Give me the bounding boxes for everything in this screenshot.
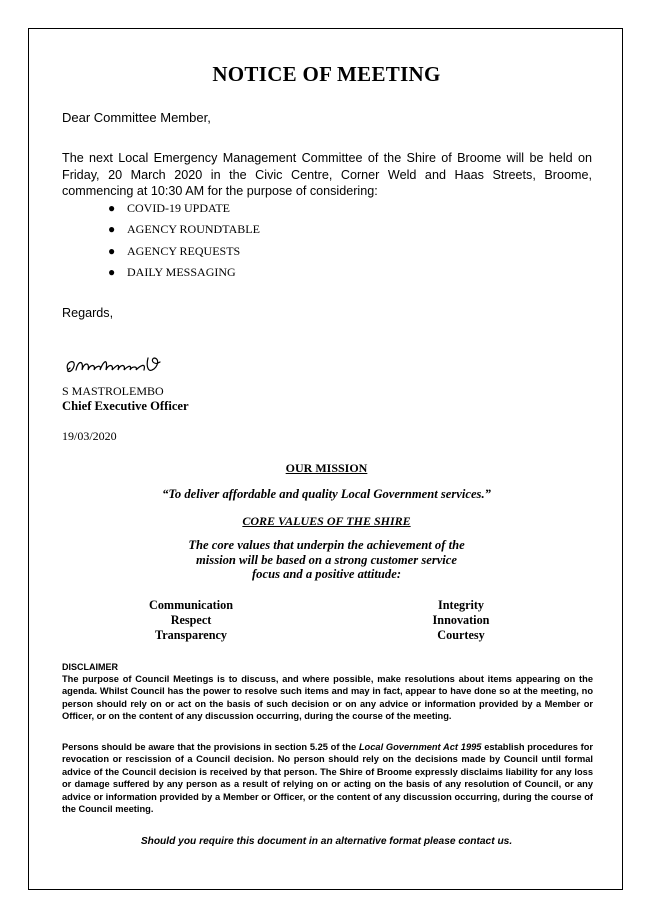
core-values-line: mission will be based on a strong customer service bbox=[196, 552, 457, 567]
agenda-item-label: DAILY MESSAGING bbox=[127, 264, 236, 279]
agenda-item-label: AGENCY ROUNDTABLE bbox=[127, 222, 260, 237]
core-values-heading: CORE VALUES OF THE SHIRE bbox=[242, 514, 411, 528]
value-item: Communication bbox=[149, 598, 233, 612]
disclaimer-paragraph-1: The purpose of Council Meetings is to discuss, and where possible, make resolutions about items appearing on the agenda. Whilst Council has the power to resolve such items and may in fact, appear to have done so at the meeting, no person should rely on or act on the basis of such decision or on any advice or information provided by a Member or Officer, or on the content of any discussion occurring, during the course of the meeting. bbox=[62, 674, 593, 722]
agenda-item-label: AGENCY REQUESTS bbox=[127, 243, 241, 258]
signatory-name: S MASTROLEMBO bbox=[62, 384, 164, 398]
disclaimer-heading: DISCLAIMER bbox=[62, 662, 118, 672]
value-item: Courtesy bbox=[437, 627, 485, 642]
value-item: Respect bbox=[170, 612, 212, 627]
agenda-list bbox=[108, 201, 260, 286]
value-item: Innovation bbox=[432, 612, 490, 627]
regards: Regards, bbox=[62, 306, 114, 320]
notice-date: 19/03/2020 bbox=[62, 429, 117, 443]
bullet-icon: ● bbox=[108, 201, 116, 215]
intro-paragraph: The next Local Emergency Management Committee of the Shire of Broome will be held on Friday, 20 March 2020 in the Civic Centre, Corner Weld and Haas Streets, Broome, commencing at 10:30 AM for the purpose of considering: bbox=[62, 151, 592, 198]
core-values-line: focus and a positive attitude: bbox=[251, 567, 402, 581]
notice-title: NOTICE OF MEETING bbox=[212, 62, 441, 86]
values-right-column bbox=[400, 598, 522, 642]
greeting: Dear Committee Member, bbox=[62, 110, 211, 125]
act-reference: Local Government Act 1995 bbox=[358, 742, 482, 752]
agenda-item bbox=[108, 244, 260, 265]
value-item: Transparency bbox=[155, 627, 227, 642]
values-left-column bbox=[130, 598, 252, 642]
mission-statement: “To deliver affordable and quality Local Government services.” bbox=[162, 487, 491, 501]
handwritten-signature bbox=[62, 348, 172, 378]
mission-heading: OUR MISSION bbox=[285, 461, 368, 475]
disclaimer-text: establish procedures for revocation or rescission of a Council decision. No person should rely on the decisions made by Council until formal advice of the Council decision is received by that person. The Shire of Broome expressly disclaims liability for any loss or damage suffered by any person as a result of relying on or acting on the basis of any resolution of Council, or any advice or information provided by a Member or Officer, or the content of any discussion occurring, during the course of the Council meeting. bbox=[62, 742, 593, 815]
alternative-format-note: Should you require this document in an alternative format please contact us. bbox=[140, 836, 513, 847]
agenda-item-label: COVID-19 UPDATE bbox=[127, 201, 230, 215]
bullet-icon: ● bbox=[108, 222, 116, 237]
bullet-icon: ● bbox=[108, 264, 116, 279]
signatory-title: Chief Executive Officer bbox=[62, 399, 189, 413]
core-values-line: The core values that underpin the achievement of the bbox=[188, 538, 465, 552]
core-values-statement bbox=[0, 538, 653, 582]
agenda-item bbox=[108, 201, 260, 222]
agenda-item bbox=[108, 222, 260, 243]
disclaimer-paragraph-2 bbox=[62, 741, 593, 815]
value-item: Integrity bbox=[437, 598, 485, 612]
agenda-item bbox=[108, 265, 260, 286]
disclaimer-text: Persons should be aware that the provisions in section 5.25 of the bbox=[62, 742, 359, 752]
bullet-icon: ● bbox=[108, 243, 116, 258]
